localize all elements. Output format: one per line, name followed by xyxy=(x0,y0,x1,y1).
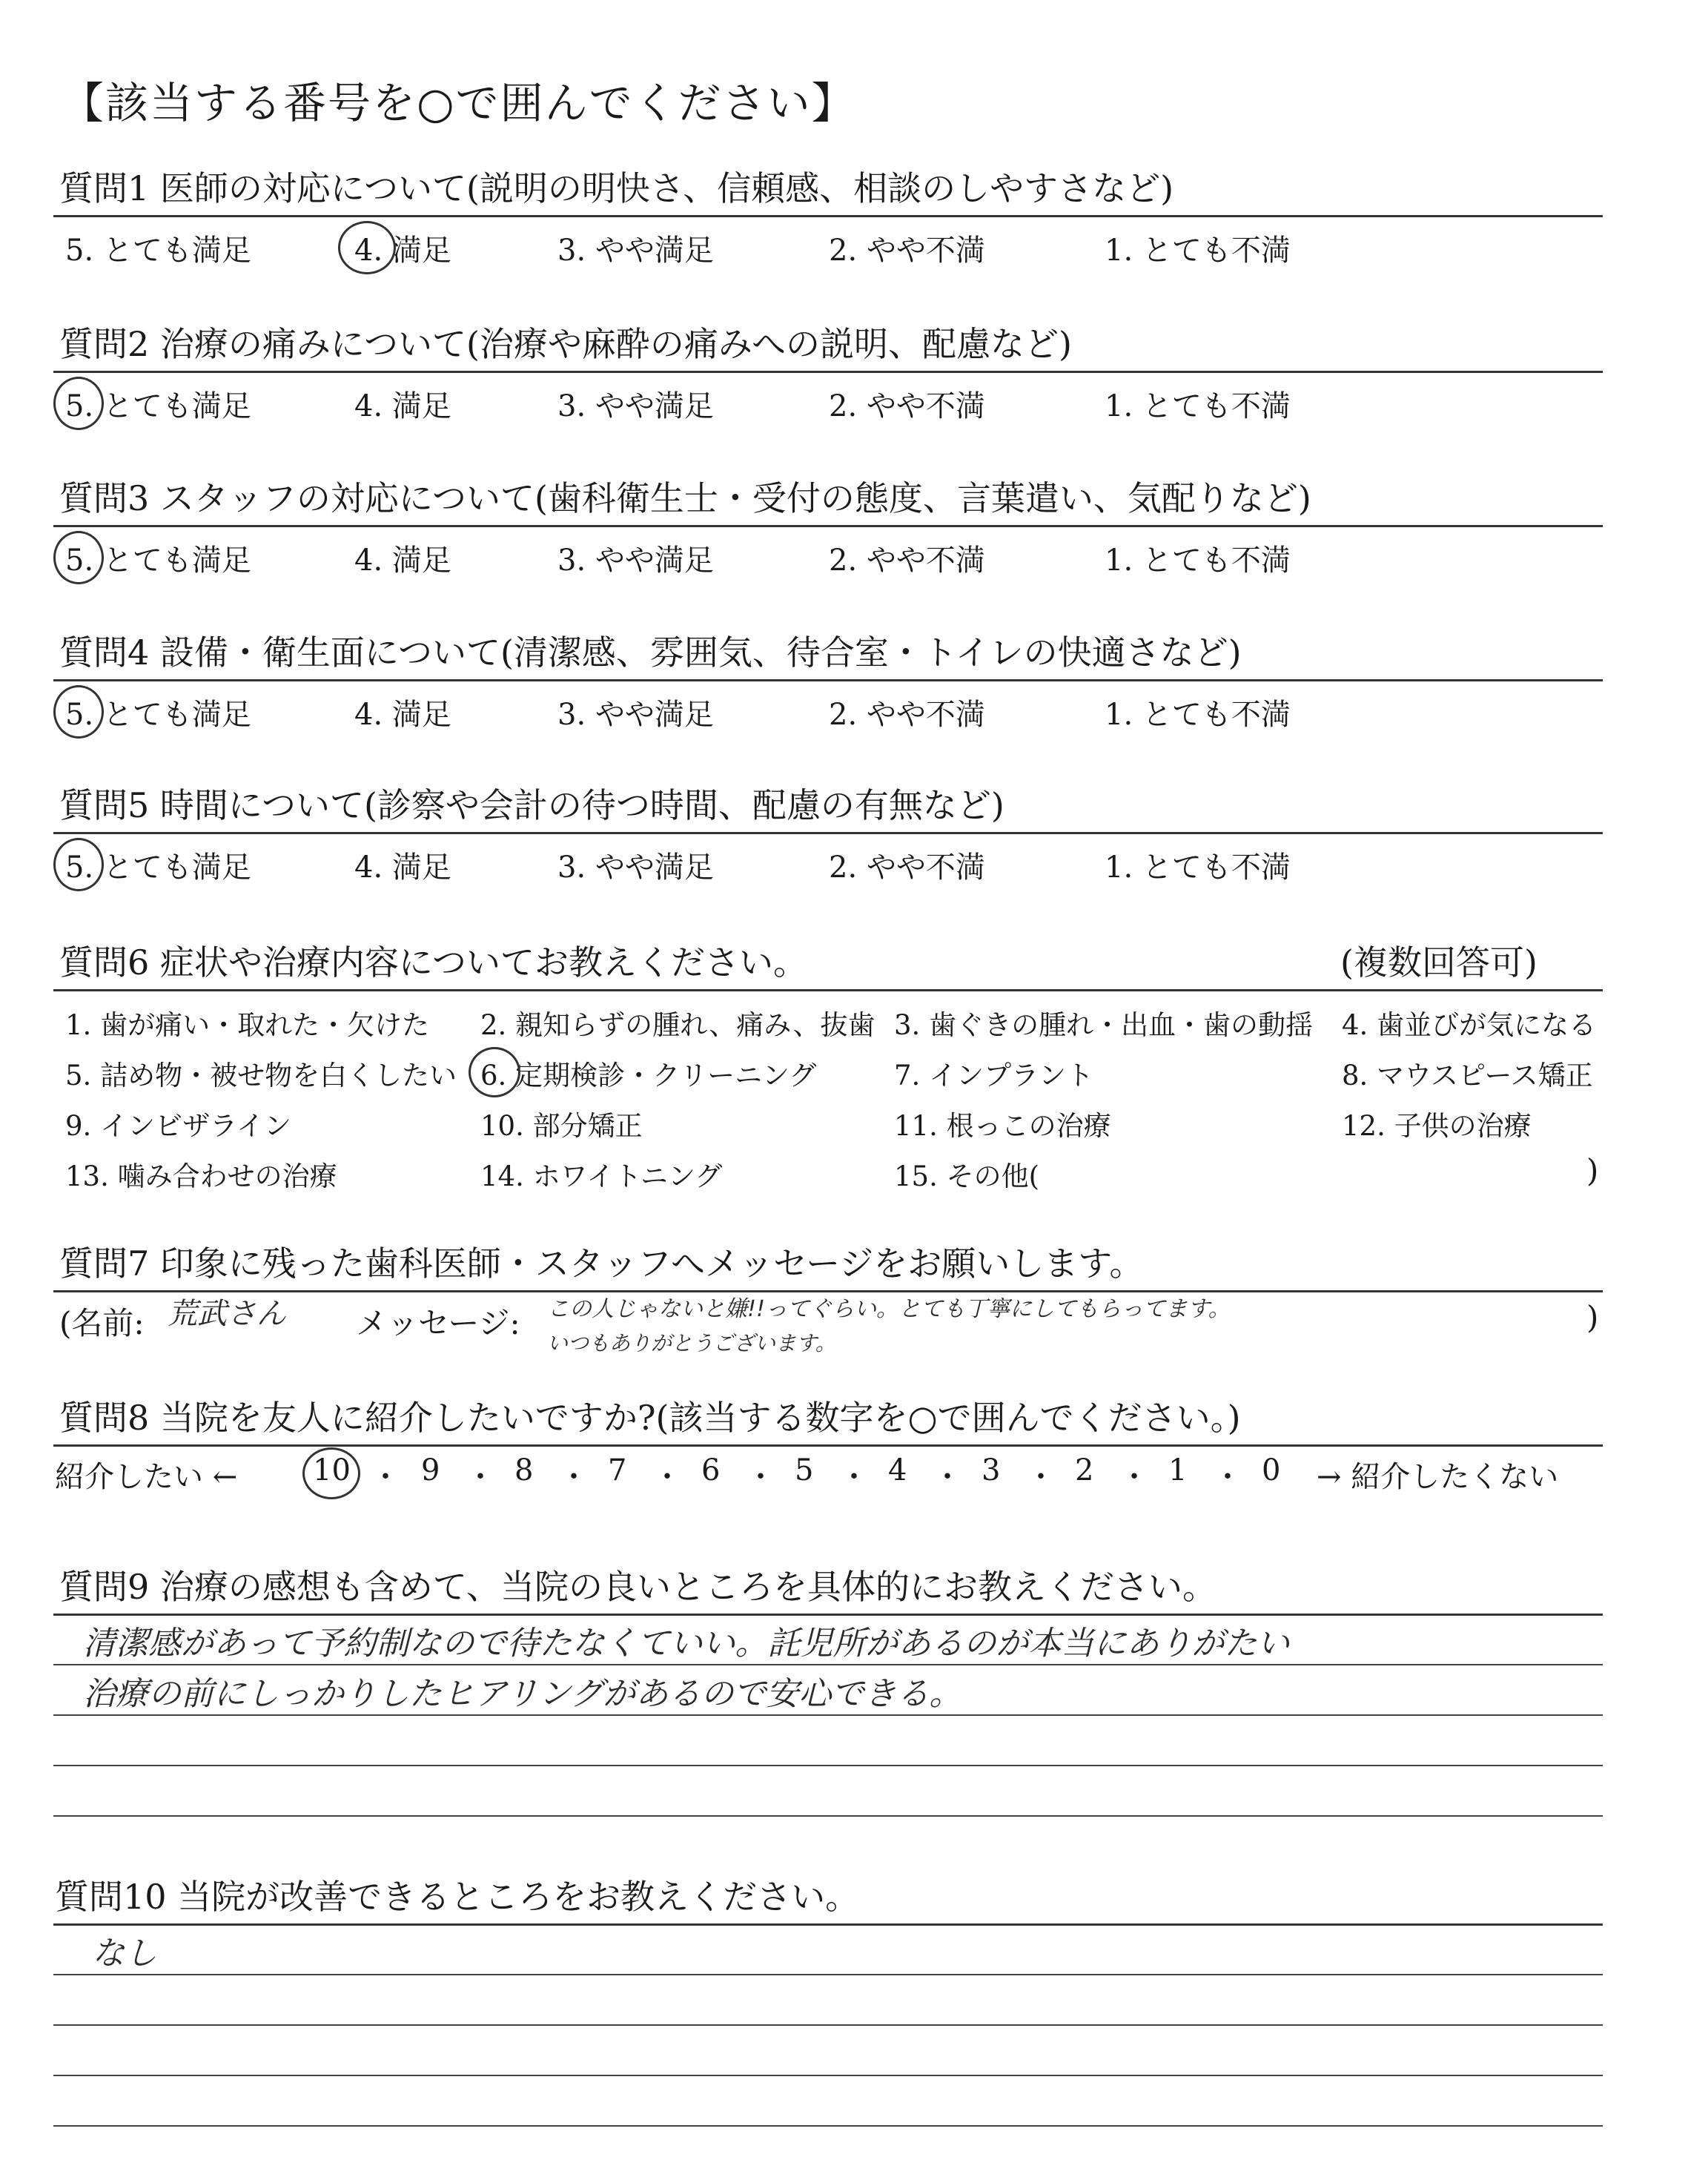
q8-separator: ・ xyxy=(839,1460,869,1494)
q5-option-5[interactable]: 5. とても満足 xyxy=(65,851,251,885)
q7-message-handwritten-line2: いつもありがとうございます。 xyxy=(547,1331,836,1355)
q5-option-4[interactable]: 4. 満足 xyxy=(354,851,451,885)
q8-separator: ・ xyxy=(1026,1460,1056,1494)
q1-heading: 質問1 医師の対応について(説明の明快さ、信頼感、相談のしやすさなど) xyxy=(59,168,1174,208)
form-title: 【該当する番号を○で囲んでください】 xyxy=(61,78,856,128)
q6-option-1[interactable]: 1. 歯が痛い・取れた・欠けた xyxy=(65,1009,430,1041)
q6-option-2[interactable]: 2. 親知らずの腫れ、痛み、抜歯 xyxy=(480,1009,875,1041)
q8-heading: 質問8 当院を友人に紹介したいですか?(該当する数字を○で囲んでください。) xyxy=(59,1398,1241,1438)
q8-scale-7[interactable]: 7 xyxy=(608,1453,627,1487)
q10-rule-3 xyxy=(53,2024,1603,2026)
q10-rule-2 xyxy=(53,1974,1603,1975)
q8-separator: ・ xyxy=(1119,1460,1149,1494)
q10-rule-5 xyxy=(53,2125,1603,2127)
q8-scale-1[interactable]: 1 xyxy=(1168,1453,1188,1487)
q5-option-2[interactable]: 2. やや不満 xyxy=(829,851,985,885)
q3-option-1[interactable]: 1. とても不満 xyxy=(1105,544,1291,578)
q4-option-5[interactable]: 5. とても満足 xyxy=(65,698,251,732)
q6-option-7[interactable]: 7. インプラント xyxy=(894,1060,1094,1091)
q9-heading: 質問9 治療の感想も含めて、当院の良いところを具体的にお教えください。 xyxy=(59,1567,1217,1607)
q4-heading: 質問4 設備・衛生面について(清潔感、雰囲気、待合室・トイレの快適さなど) xyxy=(59,633,1242,673)
q4-selection-circle xyxy=(53,685,104,739)
q9-rule-3 xyxy=(53,1714,1603,1716)
q3-option-5[interactable]: 5. とても満足 xyxy=(65,544,251,578)
q10-rule-1 xyxy=(53,1923,1603,1926)
q8-scale-2[interactable]: 2 xyxy=(1075,1453,1094,1487)
q6-option-14[interactable]: 14. ホワイトニング xyxy=(480,1160,723,1192)
q1-option-5[interactable]: 5. とても満足 xyxy=(65,234,251,268)
q8-scale-4[interactable]: 4 xyxy=(888,1453,907,1487)
q6-other-close-paren: ) xyxy=(1586,1152,1599,1189)
q4-option-1[interactable]: 1. とても不満 xyxy=(1105,698,1291,732)
q2-heading: 質問2 治療の痛みについて(治療や麻酔の痛みへの説明、配慮など) xyxy=(59,324,1072,364)
q8-scale-8[interactable]: 8 xyxy=(514,1453,534,1487)
q5-selection-circle xyxy=(53,838,104,891)
q10-answer-handwritten: なし xyxy=(92,1935,157,1972)
q6-option-13[interactable]: 13. 噛み合わせの治療 xyxy=(65,1160,337,1192)
q3-selection-circle xyxy=(53,531,104,584)
q8-separator: ・ xyxy=(1213,1460,1242,1494)
q6-option-6[interactable]: 6. 定期検診・クリーニング xyxy=(480,1060,817,1091)
q2-rule xyxy=(53,371,1603,373)
q8-scale-10[interactable]: 10 xyxy=(313,1453,351,1487)
q6-option-11[interactable]: 11. 根っこの治療 xyxy=(894,1110,1111,1142)
q7-name-label: (名前: xyxy=(59,1305,145,1341)
q1-selection-circle xyxy=(338,221,396,274)
q9-rule-1 xyxy=(53,1614,1603,1616)
q6-option-10[interactable]: 10. 部分矯正 xyxy=(480,1110,643,1142)
q9-answer-handwritten-line1: 清潔感があって予約制なので待たなくていい。託児所があるのが本当にありがたい xyxy=(83,1625,1290,1662)
q7-message-label: メッセージ: xyxy=(356,1305,520,1341)
q9-answer-handwritten-line2: 治療の前にしっかりしたヒアリングがあるので安心できる。 xyxy=(83,1675,962,1713)
q2-option-1[interactable]: 1. とても不満 xyxy=(1105,389,1291,423)
q4-option-2[interactable]: 2. やや不満 xyxy=(829,698,985,732)
q6-option-8[interactable]: 8. マウスピース矯正 xyxy=(1342,1060,1593,1091)
q1-option-4[interactable]: 4. 満足 xyxy=(354,234,451,268)
q4-rule xyxy=(53,679,1603,681)
q6-option-9[interactable]: 9. インビザライン xyxy=(65,1110,291,1142)
q6-option-4[interactable]: 4. 歯並びが気になる xyxy=(1342,1009,1597,1041)
q3-option-3[interactable]: 3. やや満足 xyxy=(557,544,714,578)
q8-separator: ・ xyxy=(933,1460,962,1494)
q7-close-paren: ) xyxy=(1586,1299,1599,1335)
q6-note: (複数回答可) xyxy=(1340,942,1537,982)
q6-selection-circle xyxy=(469,1047,520,1097)
q5-heading: 質問5 時間について(診察や会計の待つ時間、配慮の有無など) xyxy=(59,785,1004,825)
q6-option-15[interactable]: 15. その他( xyxy=(894,1160,1040,1192)
q5-option-1[interactable]: 1. とても不満 xyxy=(1105,851,1291,885)
q8-scale-9[interactable]: 9 xyxy=(421,1453,440,1487)
q9-rule-4 xyxy=(53,1765,1603,1766)
q1-option-1[interactable]: 1. とても不満 xyxy=(1105,234,1291,268)
q8-right-label: → 紹介したくない xyxy=(1317,1460,1559,1494)
q4-option-3[interactable]: 3. やや満足 xyxy=(557,698,714,732)
q8-separator: ・ xyxy=(746,1460,775,1494)
q2-option-5[interactable]: 5. とても満足 xyxy=(65,389,251,423)
q3-option-4[interactable]: 4. 満足 xyxy=(354,544,451,578)
q1-option-3[interactable]: 3. やや満足 xyxy=(557,234,714,268)
q9-rule-2 xyxy=(53,1664,1603,1665)
q8-separator: ・ xyxy=(652,1460,682,1494)
q8-selection-circle xyxy=(302,1447,360,1499)
q1-rule xyxy=(53,215,1603,217)
q10-rule-4 xyxy=(53,2075,1603,2076)
q6-option-3[interactable]: 3. 歯ぐきの腫れ・出血・歯の動揺 xyxy=(894,1009,1314,1041)
q4-option-4[interactable]: 4. 満足 xyxy=(354,698,451,732)
q10-heading: 質問10 当院が改善できるところをお教えください。 xyxy=(55,1877,860,1917)
q8-scale-3[interactable]: 3 xyxy=(982,1453,1001,1487)
q2-option-4[interactable]: 4. 満足 xyxy=(354,389,451,423)
q2-option-3[interactable]: 3. やや満足 xyxy=(557,389,714,423)
q6-rule xyxy=(53,989,1603,991)
q8-scale-0[interactable]: 0 xyxy=(1262,1453,1281,1487)
q9-rule-5 xyxy=(53,1815,1603,1817)
q7-message-handwritten-line1: この人じゃないと嫌!!ってぐらい。とても丁寧にしてもらってます。 xyxy=(547,1296,1231,1322)
q5-rule xyxy=(53,832,1603,834)
q6-heading: 質問6 症状や治療内容についてお教えください。 xyxy=(59,942,807,982)
q3-heading: 質問3 スタッフの対応について(歯科衛生士・受付の態度、言葉遣い、気配りなど) xyxy=(59,478,1311,518)
q3-rule xyxy=(53,525,1603,527)
q8-separator: ・ xyxy=(371,1460,400,1494)
q2-selection-circle xyxy=(53,377,104,430)
q8-separator: ・ xyxy=(559,1460,589,1494)
q5-option-3[interactable]: 3. やや満足 xyxy=(557,851,714,885)
q7-name-handwritten: 荒武さん xyxy=(168,1297,286,1331)
q2-option-2[interactable]: 2. やや不満 xyxy=(829,389,985,423)
q8-scale-5[interactable]: 5 xyxy=(795,1453,814,1487)
q7-heading: 質問7 印象に残った歯科医師・スタッフへメッセージをお願いします。 xyxy=(59,1244,1144,1284)
q8-left-label: 紹介したい ← xyxy=(55,1460,238,1494)
q8-separator: ・ xyxy=(466,1460,495,1494)
q3-option-2[interactable]: 2. やや不満 xyxy=(829,544,985,578)
q8-rule xyxy=(53,1444,1603,1447)
q6-option-5[interactable]: 5. 詰め物・被せ物を白くしたい xyxy=(65,1060,457,1091)
q8-scale-6[interactable]: 6 xyxy=(701,1453,721,1487)
q1-option-2[interactable]: 2. やや不満 xyxy=(829,234,985,268)
q6-option-12[interactable]: 12. 子供の治療 xyxy=(1342,1110,1532,1142)
